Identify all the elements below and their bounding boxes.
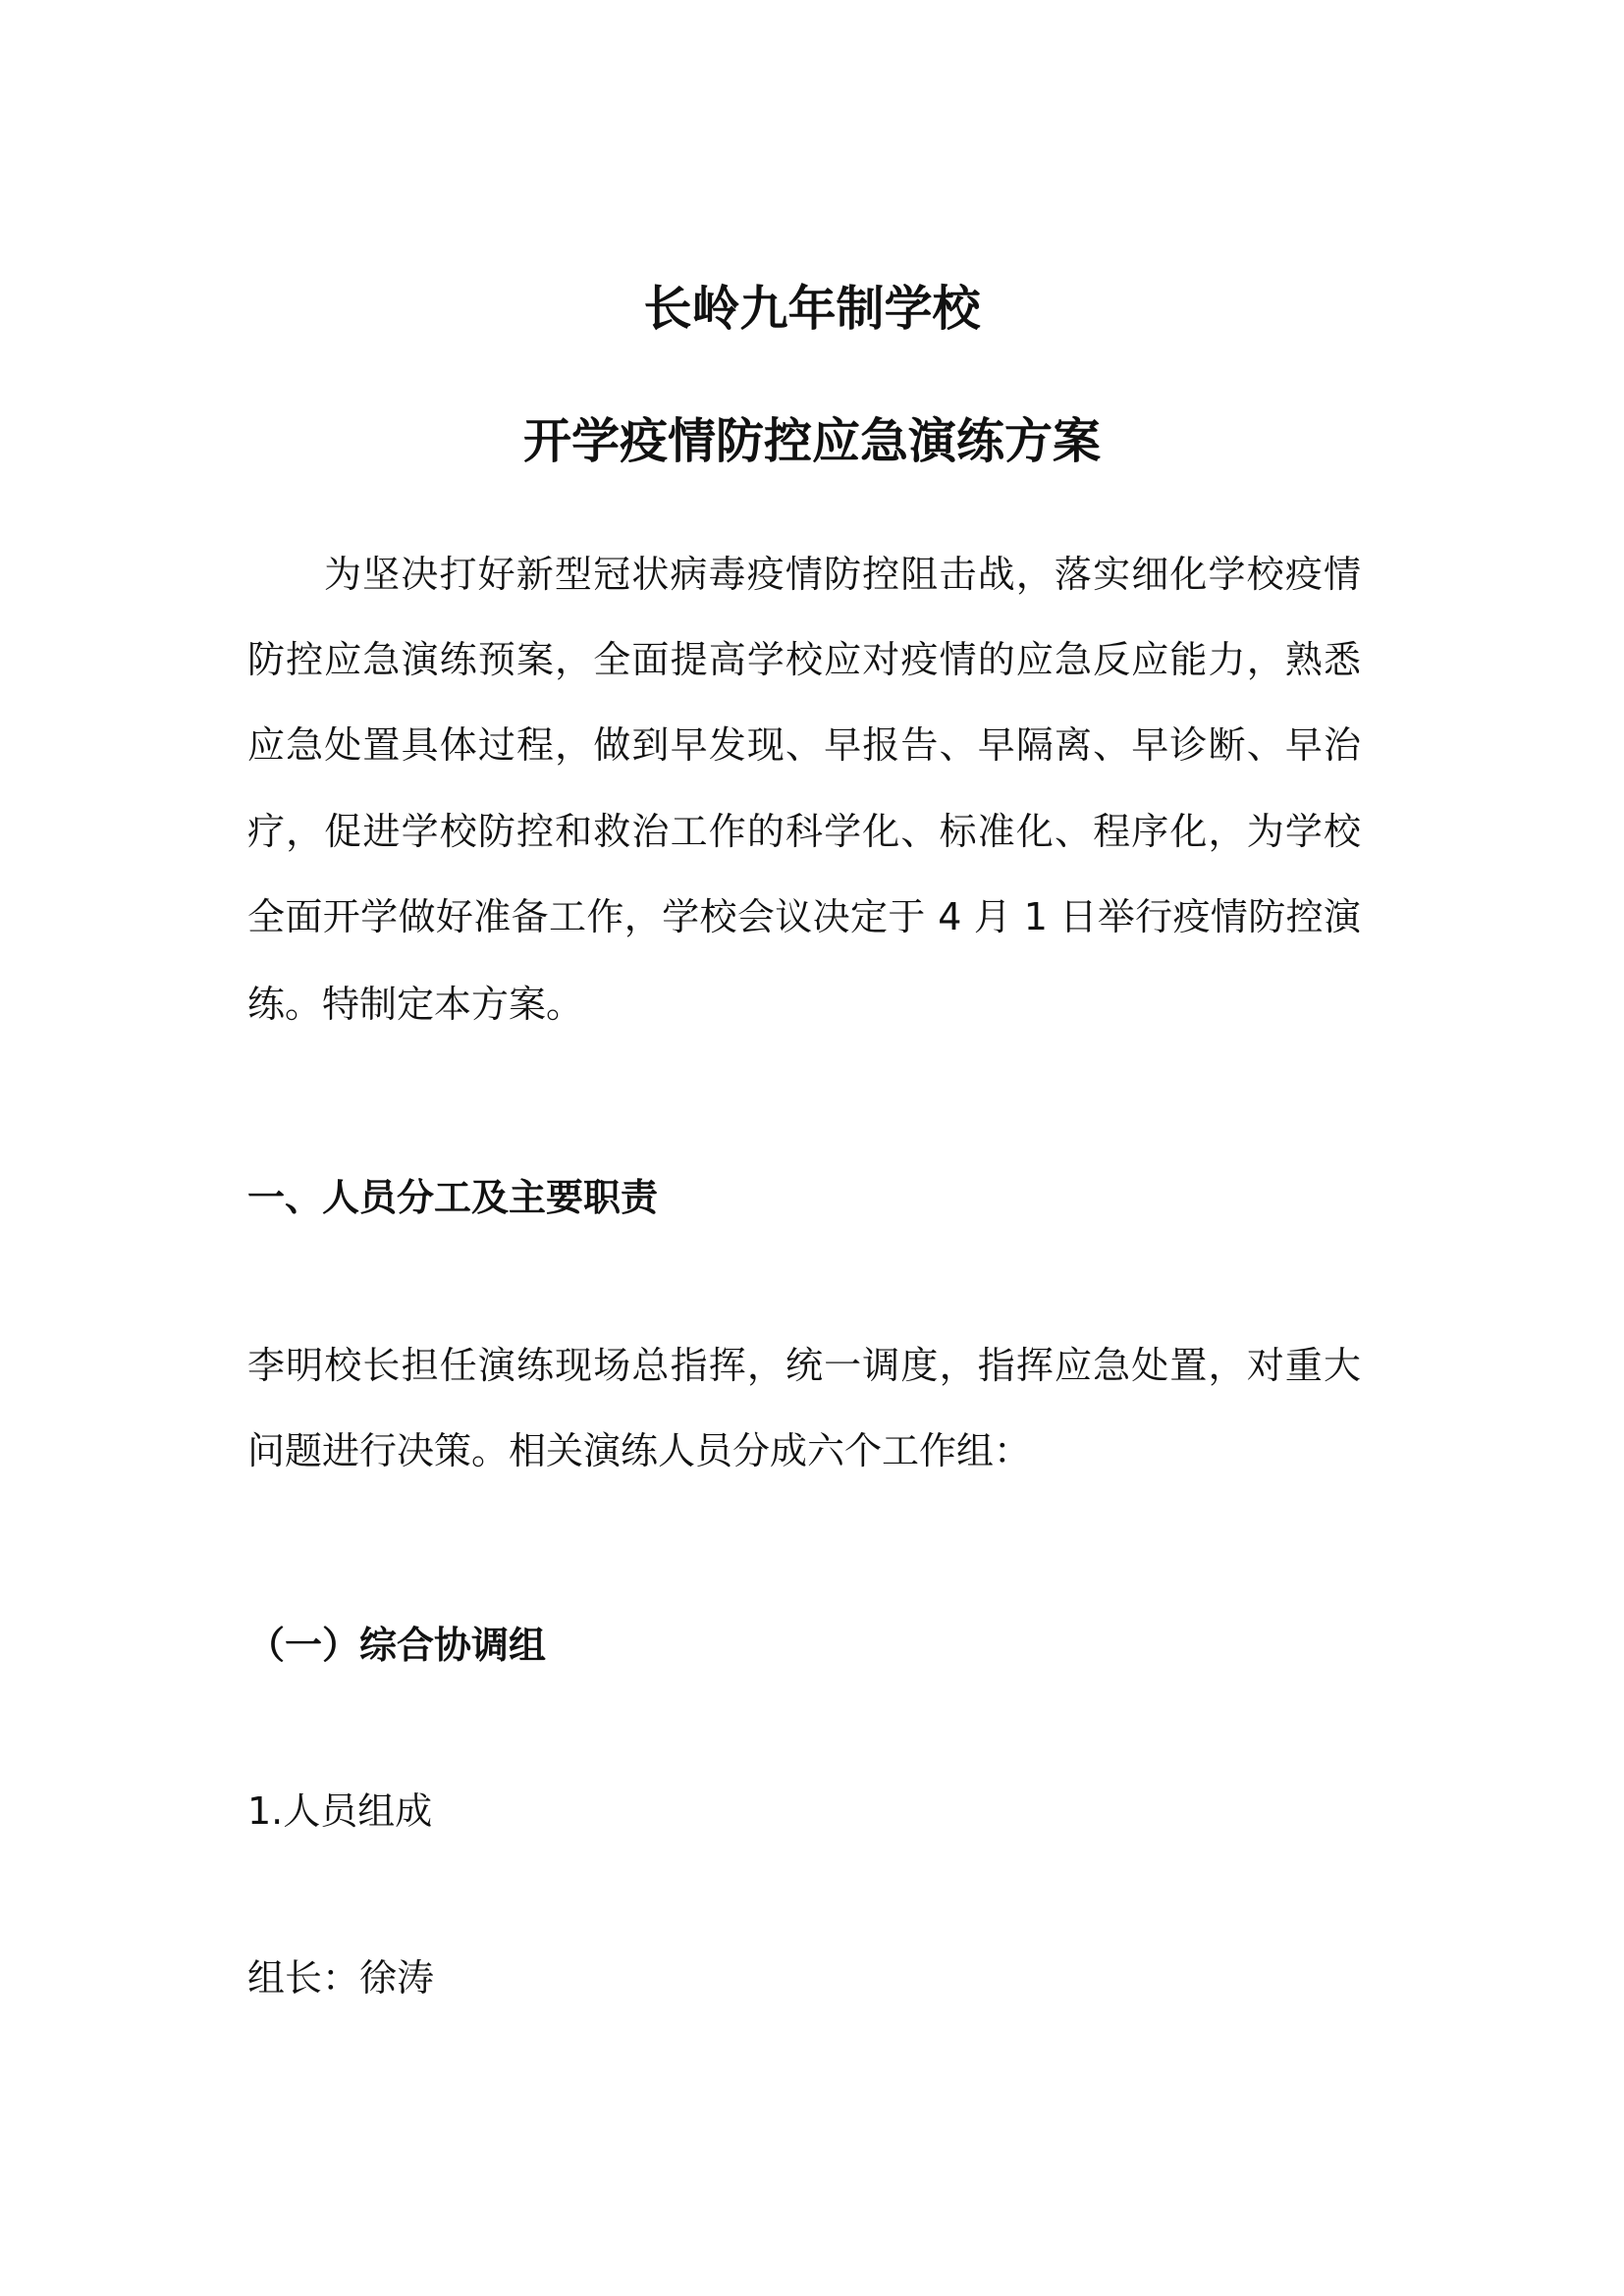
section-heading: 一、人员分工及主要职责 — [247, 1176, 659, 1219]
intro-line: 应急处置具体过程，做到早发现、早报告、早隔离、早诊断、早治 — [247, 723, 1361, 767]
intro-line: 防控应急演练预案，全面提高学校应对疫情的应急反应能力，熟悉 — [247, 638, 1361, 681]
subsection-heading: （一）综合协调组 — [247, 1624, 547, 1667]
title-line-2: 开学疫情防控应急演练方案 — [522, 413, 1101, 469]
section-paragraph-line: 李明校长担任演练现场总指挥，统一调度，指挥应急处置，对重大 — [247, 1344, 1361, 1387]
intro-line: 为坚决打好新型冠状病毒疫情防控阻击战，落实细化学校疫情 — [324, 553, 1361, 596]
item-heading: 1.人员组成 — [247, 1789, 433, 1833]
intro-line: 疗，促进学校防控和救治工作的科学化、标准化、程序化，为学校 — [247, 810, 1361, 853]
title-line-1: 长岭九年制学校 — [643, 281, 981, 337]
leader-line: 组长：徐涛 — [247, 1956, 435, 2000]
intro-line: 练。特制定本方案。 — [247, 983, 584, 1026]
section-paragraph-line: 问题进行决策。相关演练人员分成六个工作组： — [247, 1429, 1032, 1472]
intro-line: 全面开学做好准备工作，学校会议决定于 4 月 1 日举行疫情防控演 — [247, 895, 1361, 938]
